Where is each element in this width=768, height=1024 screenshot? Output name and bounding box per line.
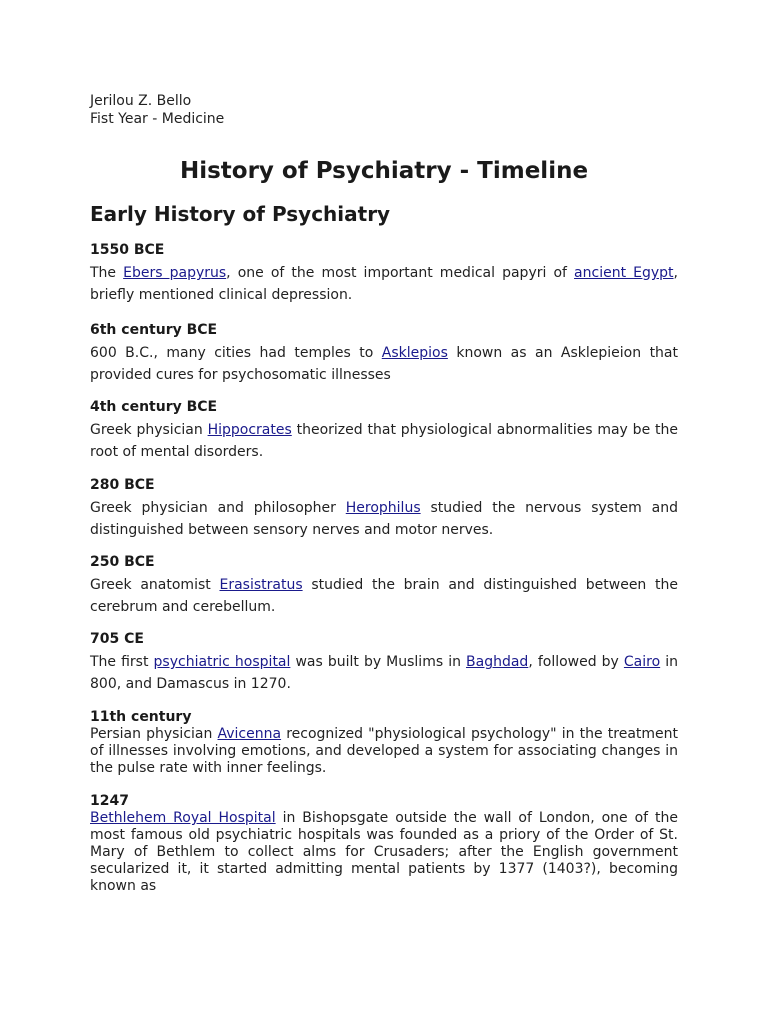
document-page bbox=[90, 92, 678, 895]
author-name: Jerilou Z. Bello bbox=[90, 93, 192, 109]
entry-text bbox=[90, 574, 678, 618]
text-segment: was built by Muslims in bbox=[290, 654, 467, 670]
text-segment: Persian physician bbox=[90, 726, 218, 742]
text-segment: recognized "physiological psychology" in the treatment of illnesses involving emotions, and developed a system for associating changes in the pulse rate with inner feelings. bbox=[90, 726, 678, 776]
link-baghdad[interactable]: Baghdad bbox=[466, 654, 529, 670]
text-segment: studied the brain and distinguished between the cerebrum and cerebellum. bbox=[90, 577, 678, 615]
entry-date: 4th century BCE bbox=[90, 399, 218, 415]
text-segment: Greek physician and philosopher bbox=[90, 500, 346, 516]
document-title: History of Psychiatry - Timeline bbox=[179, 158, 589, 184]
timeline-entry-1550-bce bbox=[90, 241, 678, 306]
text-segment: 600 B.C., many cities had temples to bbox=[90, 345, 382, 361]
link-avicenna[interactable]: Avicenna bbox=[217, 726, 282, 742]
link-cairo[interactable]: Cairo bbox=[623, 654, 661, 670]
timeline-entry-4th-century-bce bbox=[90, 398, 678, 463]
entry-date: 6th century BCE bbox=[90, 322, 218, 338]
entry-text bbox=[90, 726, 678, 777]
entry-date: 280 BCE bbox=[90, 477, 155, 493]
entry-text bbox=[90, 651, 678, 695]
timeline-entry-250-bce bbox=[90, 553, 678, 618]
timeline-entry-1247 bbox=[90, 792, 678, 895]
timeline-entry-705-ce bbox=[90, 630, 678, 695]
timeline-entry-6th-century-bce bbox=[90, 321, 678, 386]
link-hippocrates[interactable]: Hippocrates bbox=[207, 422, 292, 438]
text-segment: Greek anatomist bbox=[90, 577, 220, 593]
text-segment: in 800, and Damascus in 1270. bbox=[90, 654, 678, 692]
text-segment: , briefly mentioned clinical depression. bbox=[90, 265, 678, 303]
entry-text bbox=[90, 810, 678, 895]
entry-date: 11th century bbox=[90, 709, 192, 725]
text-segment: Greek physician bbox=[90, 422, 208, 438]
link-ebers-papyrus[interactable]: Ebers papyrus bbox=[123, 265, 227, 281]
text-segment: known as an Asklepieion that provided cures for psychosomatic illnesses bbox=[90, 345, 679, 383]
link-bethlehem-royal-hospital[interactable]: Bethlehem Royal Hospital bbox=[90, 810, 276, 826]
text-segment: The first bbox=[90, 654, 154, 670]
entry-text bbox=[90, 497, 678, 541]
text-segment: theorized that physiological abnormalities may be the root of mental disorders. bbox=[90, 422, 678, 460]
link-asklepios[interactable]: Asklepios bbox=[381, 345, 448, 361]
author-course: Fist Year - Medicine bbox=[90, 111, 225, 127]
author-block bbox=[90, 92, 678, 128]
entry-text bbox=[90, 419, 678, 463]
text-segment: , followed by bbox=[528, 654, 624, 670]
section-heading: Early History of Psychiatry bbox=[90, 202, 391, 226]
link-psychiatric-hospital[interactable]: psychiatric hospital bbox=[153, 654, 291, 670]
text-segment: , one of the most important medical papyri of bbox=[226, 265, 575, 281]
entry-date: 705 CE bbox=[90, 631, 144, 647]
text-segment: studied the nervous system and distinguished between sensory nerves and motor nerves. bbox=[90, 500, 679, 538]
text-segment: in Bishopsgate outside the wall of London, one of the most famous old psychiatric hospitals was founded as a priory of the Order of St. Mary of Bethlem to collect alms for Crusaders; after the English government secularized it, it started admitting mental patients by 1377 (1403?), becoming known as bbox=[90, 810, 678, 894]
entry-date: 1247 bbox=[90, 793, 129, 809]
entry-text bbox=[90, 262, 678, 306]
link-herophilus[interactable]: Herophilus bbox=[345, 500, 421, 516]
timeline-entry-280-bce bbox=[90, 476, 678, 541]
entry-date: 250 BCE bbox=[90, 554, 155, 570]
timeline-entry-11th-century bbox=[90, 708, 678, 777]
entry-date: 1550 BCE bbox=[90, 242, 165, 258]
link-ancient-egypt[interactable]: ancient Egypt bbox=[574, 265, 674, 281]
text-segment: The bbox=[90, 265, 124, 281]
entry-text bbox=[90, 342, 678, 386]
link-erasistratus[interactable]: Erasistratus bbox=[219, 577, 303, 593]
